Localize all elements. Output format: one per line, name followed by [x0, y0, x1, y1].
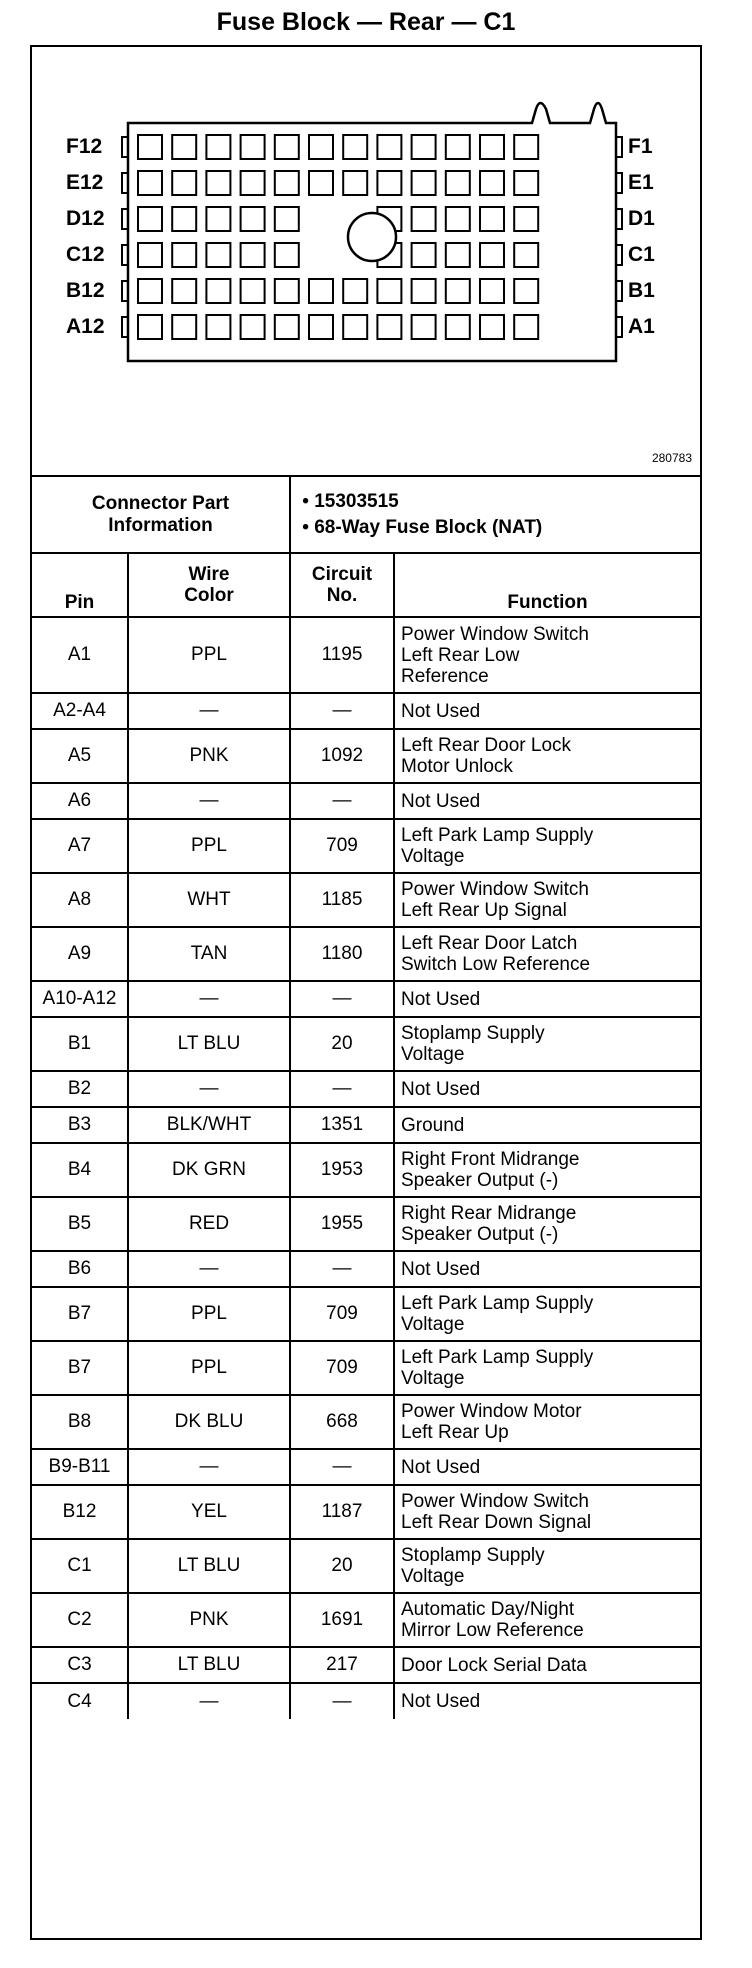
- function-line: Not Used: [401, 1078, 481, 1100]
- cavity-D10: [206, 207, 230, 231]
- circuit-cell: 1092: [290, 729, 394, 783]
- function-line: Motor Unlock: [401, 756, 513, 777]
- function-line: Reference: [401, 665, 489, 687]
- row-label-left-a12: A12: [66, 315, 105, 338]
- cavity-E9: [241, 171, 265, 195]
- part-number: • 15303515: [297, 490, 399, 512]
- function-cell: [394, 1287, 700, 1341]
- cavity-C3: [446, 243, 470, 267]
- cavity-B7: [309, 279, 333, 303]
- function-line: Left Rear Low: [401, 644, 520, 666]
- cavity-D9: [241, 207, 265, 231]
- cavity-D1: [514, 207, 538, 231]
- cavity-F6: [343, 135, 367, 159]
- document-frame: [30, 45, 702, 1940]
- circuit-cell: 1187: [290, 1485, 394, 1539]
- row-label-right-f1: F1: [628, 135, 653, 158]
- function-line: Voltage: [401, 1566, 465, 1587]
- circuit-cell: 1955: [290, 1197, 394, 1251]
- row-label-right-a1: A1: [628, 315, 655, 338]
- function-line: Voltage: [401, 1314, 465, 1335]
- row-label-left-e12: E12: [66, 171, 104, 194]
- wire-color-cell: DK BLU: [128, 1395, 290, 1449]
- wire-color-cell: WHT: [128, 873, 290, 927]
- pin-cell: A1: [32, 617, 128, 693]
- connector-info-values: [290, 477, 700, 553]
- connector-face-drawing: [32, 47, 700, 475]
- function-cell: [394, 1485, 700, 1539]
- cavity-D3: [446, 207, 470, 231]
- circuit-cell: —: [290, 981, 394, 1017]
- cavity-A4: [412, 315, 436, 339]
- function-line: Power Window Switch: [401, 879, 589, 900]
- table-row: [32, 1071, 700, 1107]
- wire-color-cell: —: [128, 1683, 290, 1719]
- cavity-B9: [241, 279, 265, 303]
- table-row: [32, 1251, 700, 1287]
- cavity-B10: [206, 279, 230, 303]
- function-line: Power Window Motor: [401, 1401, 582, 1422]
- cavity-F3: [446, 135, 470, 159]
- table-row: [32, 819, 700, 873]
- wire-color-cell: PPL: [128, 1287, 290, 1341]
- function-line: Left Rear Down Signal: [401, 1512, 592, 1533]
- cavity-E1: [514, 171, 538, 195]
- circuit-cell: —: [290, 783, 394, 819]
- cavity-B4: [412, 279, 436, 303]
- cavity-A3: [446, 315, 470, 339]
- function-cell: [394, 783, 700, 819]
- cavity-F10: [206, 135, 230, 159]
- row-label-right-c1: C1: [628, 243, 655, 266]
- function-line: Not Used: [401, 1691, 481, 1712]
- cavity-F4: [412, 135, 436, 159]
- table-row: [32, 1197, 700, 1251]
- function-cell: [394, 693, 700, 729]
- circuit-cell: —: [290, 1251, 394, 1287]
- wire-color-cell: LT BLU: [128, 1017, 290, 1071]
- table-row: [32, 1647, 700, 1683]
- function-cell: [394, 873, 700, 927]
- circuit-cell: 709: [290, 1287, 394, 1341]
- circuit-cell: 1691: [290, 1593, 394, 1647]
- table-row: [32, 1683, 700, 1719]
- table-row: [32, 981, 700, 1017]
- circuit-cell: —: [290, 693, 394, 729]
- table-header-row: [32, 553, 700, 617]
- function-cell: [394, 1107, 700, 1143]
- wire-color-cell: PNK: [128, 1593, 290, 1647]
- pin-cell: B5: [32, 1197, 128, 1251]
- row-label-right-d1: D1: [628, 207, 655, 230]
- pin-cell: B2: [32, 1071, 128, 1107]
- function-line: Ground: [401, 1114, 465, 1136]
- cavity-C1: [514, 243, 538, 267]
- cavity-F5: [377, 135, 401, 159]
- wire-color-cell: —: [128, 1071, 290, 1107]
- cavity-E6: [343, 171, 367, 195]
- function-line: Not Used: [401, 988, 481, 1010]
- pin-cell: C3: [32, 1647, 128, 1683]
- function-line: Left Park Lamp Supply: [401, 1293, 594, 1314]
- cavity-D11: [172, 207, 196, 231]
- table-row: [32, 1287, 700, 1341]
- cavity-F11: [172, 135, 196, 159]
- function-line: Voltage: [401, 1044, 465, 1065]
- function-line: Left Park Lamp Supply: [401, 1347, 594, 1368]
- pin-cell: B6: [32, 1251, 128, 1287]
- table-row: [32, 1143, 700, 1197]
- circuit-cell: 1351: [290, 1107, 394, 1143]
- wire-color-cell: —: [128, 693, 290, 729]
- cavity-E2: [480, 171, 504, 195]
- function-line: Left Rear Up Signal: [401, 900, 567, 921]
- function-line: Door Lock Serial Data: [401, 1654, 587, 1676]
- wire-color-cell: DK GRN: [128, 1143, 290, 1197]
- circuit-cell: —: [290, 1683, 394, 1719]
- pin-cell: A10-A12: [32, 981, 128, 1017]
- cavity-B2: [480, 279, 504, 303]
- row-label-left-f12: F12: [66, 135, 103, 158]
- function-line: Not Used: [401, 1258, 481, 1280]
- function-line: Stoplamp Supply: [401, 1023, 545, 1044]
- function-cell: [394, 1449, 700, 1485]
- function-cell: [394, 1539, 700, 1593]
- cavity-E7: [309, 171, 333, 195]
- function-line: Power Window Switch: [401, 1491, 589, 1512]
- function-line: Not Used: [401, 1456, 481, 1478]
- table-row: [32, 1539, 700, 1593]
- wire-color-cell: —: [128, 981, 290, 1017]
- pin-cell: A7: [32, 819, 128, 873]
- wire-color-cell: —: [128, 1449, 290, 1485]
- function-line: Right Front Midrange: [401, 1149, 580, 1170]
- cavity-A7: [309, 315, 333, 339]
- wire-color-cell: TAN: [128, 927, 290, 981]
- wire-color-cell: PPL: [128, 617, 290, 693]
- block-type: • 68-Way Fuse Block (NAT): [297, 516, 543, 538]
- wire-color-cell: —: [128, 783, 290, 819]
- cavity-D12: [138, 207, 162, 231]
- cavity-B3: [446, 279, 470, 303]
- pin-cell: A6: [32, 783, 128, 819]
- cavity-D8: [275, 207, 299, 231]
- wire-color-cell: —: [128, 1251, 290, 1287]
- cavity-F12: [138, 135, 162, 159]
- circuit-cell: 217: [290, 1647, 394, 1683]
- cavity-A10: [206, 315, 230, 339]
- cavity-A2: [480, 315, 504, 339]
- cavity-E5: [377, 171, 401, 195]
- cavity-F7: [309, 135, 333, 159]
- circuit-cell: 20: [290, 1017, 394, 1071]
- circuit-cell: —: [290, 1071, 394, 1107]
- function-cell: [394, 1071, 700, 1107]
- pin-cell: B3: [32, 1107, 128, 1143]
- cavity-A1: [514, 315, 538, 339]
- function-line: Voltage: [401, 1368, 465, 1389]
- wire-color-cell: LT BLU: [128, 1647, 290, 1683]
- cavity-A9: [241, 315, 265, 339]
- function-line: Power Window Switch: [401, 623, 589, 645]
- table-row: [32, 1449, 700, 1485]
- function-line: Speaker Output (-): [401, 1170, 559, 1191]
- pin-cell: B12: [32, 1485, 128, 1539]
- pin-cell: A8: [32, 873, 128, 927]
- pin-cell: C2: [32, 1593, 128, 1647]
- circuit-cell: 1953: [290, 1143, 394, 1197]
- function-line: Automatic Day/Night: [401, 1599, 575, 1620]
- table-row: [32, 693, 700, 729]
- cavity-C2: [480, 243, 504, 267]
- circuit-cell: 1180: [290, 927, 394, 981]
- cavity-B12: [138, 279, 162, 303]
- wire-color-cell: RED: [128, 1197, 290, 1251]
- cavity-E8: [275, 171, 299, 195]
- header-function: Function: [394, 553, 700, 617]
- center-bolt-circle: [348, 213, 396, 261]
- circuit-cell: 1195: [290, 617, 394, 693]
- cavity-E3: [446, 171, 470, 195]
- function-cell: [394, 981, 700, 1017]
- header-circuit-no: Circuit No.: [290, 553, 394, 617]
- function-cell: [394, 1395, 700, 1449]
- circuit-cell: 709: [290, 1341, 394, 1395]
- function-line: Voltage: [401, 846, 465, 867]
- wire-color-cell: PPL: [128, 819, 290, 873]
- function-line: Right Rear Midrange: [401, 1203, 577, 1224]
- function-cell: [394, 1341, 700, 1395]
- function-line: Left Rear Up: [401, 1422, 509, 1443]
- pin-cell: B1: [32, 1017, 128, 1071]
- pin-cell: C1: [32, 1539, 128, 1593]
- pin-cell: B9-B11: [32, 1449, 128, 1485]
- function-line: Left Park Lamp Supply: [401, 825, 594, 846]
- page-title: Fuse Block — Rear — C1: [216, 8, 516, 36]
- table-row: [32, 1395, 700, 1449]
- wire-color-cell: YEL: [128, 1485, 290, 1539]
- function-cell: [394, 1251, 700, 1287]
- table-row: [32, 1017, 700, 1071]
- function-line: Left Rear Door Lock: [401, 735, 572, 756]
- table-row: [32, 1107, 700, 1143]
- cavity-A11: [172, 315, 196, 339]
- wire-color-cell: LT BLU: [128, 1539, 290, 1593]
- function-cell: [394, 1647, 700, 1683]
- function-cell: [394, 1593, 700, 1647]
- pin-cell: A5: [32, 729, 128, 783]
- pin-cell: B7: [32, 1287, 128, 1341]
- wire-color-cell: BLK/WHT: [128, 1107, 290, 1143]
- function-line: Not Used: [401, 790, 481, 812]
- table-row: [32, 1341, 700, 1395]
- pin-cell: A9: [32, 927, 128, 981]
- circuit-cell: 668: [290, 1395, 394, 1449]
- cavity-B6: [343, 279, 367, 303]
- table-row: [32, 1485, 700, 1539]
- wire-color-cell: PPL: [128, 1341, 290, 1395]
- cavity-C11: [172, 243, 196, 267]
- function-cell: [394, 617, 700, 693]
- cavity-A8: [275, 315, 299, 339]
- cavity-B8: [275, 279, 299, 303]
- function-cell: [394, 819, 700, 873]
- cavity-C12: [138, 243, 162, 267]
- function-line: Left Rear Door Latch: [401, 933, 578, 954]
- pin-cell: A2-A4: [32, 693, 128, 729]
- row-label-left-b12: B12: [66, 279, 105, 302]
- pin-cell: C4: [32, 1683, 128, 1719]
- cavity-D4: [412, 207, 436, 231]
- function-line: Stoplamp Supply: [401, 1545, 545, 1566]
- cavity-F8: [275, 135, 299, 159]
- cavity-A6: [343, 315, 367, 339]
- function-line: Switch Low Reference: [401, 954, 591, 975]
- function-line: Speaker Output (-): [401, 1224, 559, 1245]
- cavity-E11: [172, 171, 196, 195]
- row-label-left-d12: D12: [66, 207, 105, 230]
- cavity-E12: [138, 171, 162, 195]
- table-row: [32, 783, 700, 819]
- function-cell: [394, 1143, 700, 1197]
- function-cell: [394, 1683, 700, 1719]
- function-cell: [394, 1017, 700, 1071]
- cavity-B5: [377, 279, 401, 303]
- function-line: Mirror Low Reference: [401, 1620, 584, 1641]
- wire-color-cell: PNK: [128, 729, 290, 783]
- cavity-C10: [206, 243, 230, 267]
- cavity-F2: [480, 135, 504, 159]
- pinout-table: [32, 477, 700, 1719]
- cavity-E10: [206, 171, 230, 195]
- cavity-C4: [412, 243, 436, 267]
- function-line: Not Used: [401, 700, 481, 722]
- function-cell: [394, 729, 700, 783]
- reference-number: 280783: [651, 451, 692, 465]
- circuit-cell: 20: [290, 1539, 394, 1593]
- circuit-cell: 1185: [290, 873, 394, 927]
- table-row: [32, 873, 700, 927]
- table-row: [32, 1593, 700, 1647]
- table-row: [32, 617, 700, 693]
- connector-info-label: Connector Part Information: [32, 477, 290, 553]
- table-row: [32, 927, 700, 981]
- cavity-A12: [138, 315, 162, 339]
- circuit-cell: 709: [290, 819, 394, 873]
- function-cell: [394, 1197, 700, 1251]
- cavity-C9: [241, 243, 265, 267]
- cavity-F1: [514, 135, 538, 159]
- cavity-B1: [514, 279, 538, 303]
- pin-cell: B4: [32, 1143, 128, 1197]
- cavity-D2: [480, 207, 504, 231]
- cavity-F9: [241, 135, 265, 159]
- header-pin: Pin: [32, 553, 128, 617]
- function-cell: [394, 927, 700, 981]
- connector-diagram: [32, 47, 700, 477]
- row-label-left-c12: C12: [66, 243, 105, 266]
- header-wire-color: Wire Color: [128, 553, 290, 617]
- row-label-right-b1: B1: [628, 279, 655, 302]
- row-label-right-e1: E1: [628, 171, 654, 194]
- cavity-B11: [172, 279, 196, 303]
- connector-info-row: [32, 477, 700, 553]
- cavity-E4: [412, 171, 436, 195]
- cavity-A5: [377, 315, 401, 339]
- cavity-C8: [275, 243, 299, 267]
- pin-cell: B7: [32, 1341, 128, 1395]
- pin-cell: B8: [32, 1395, 128, 1449]
- table-row: [32, 729, 700, 783]
- circuit-cell: —: [290, 1449, 394, 1485]
